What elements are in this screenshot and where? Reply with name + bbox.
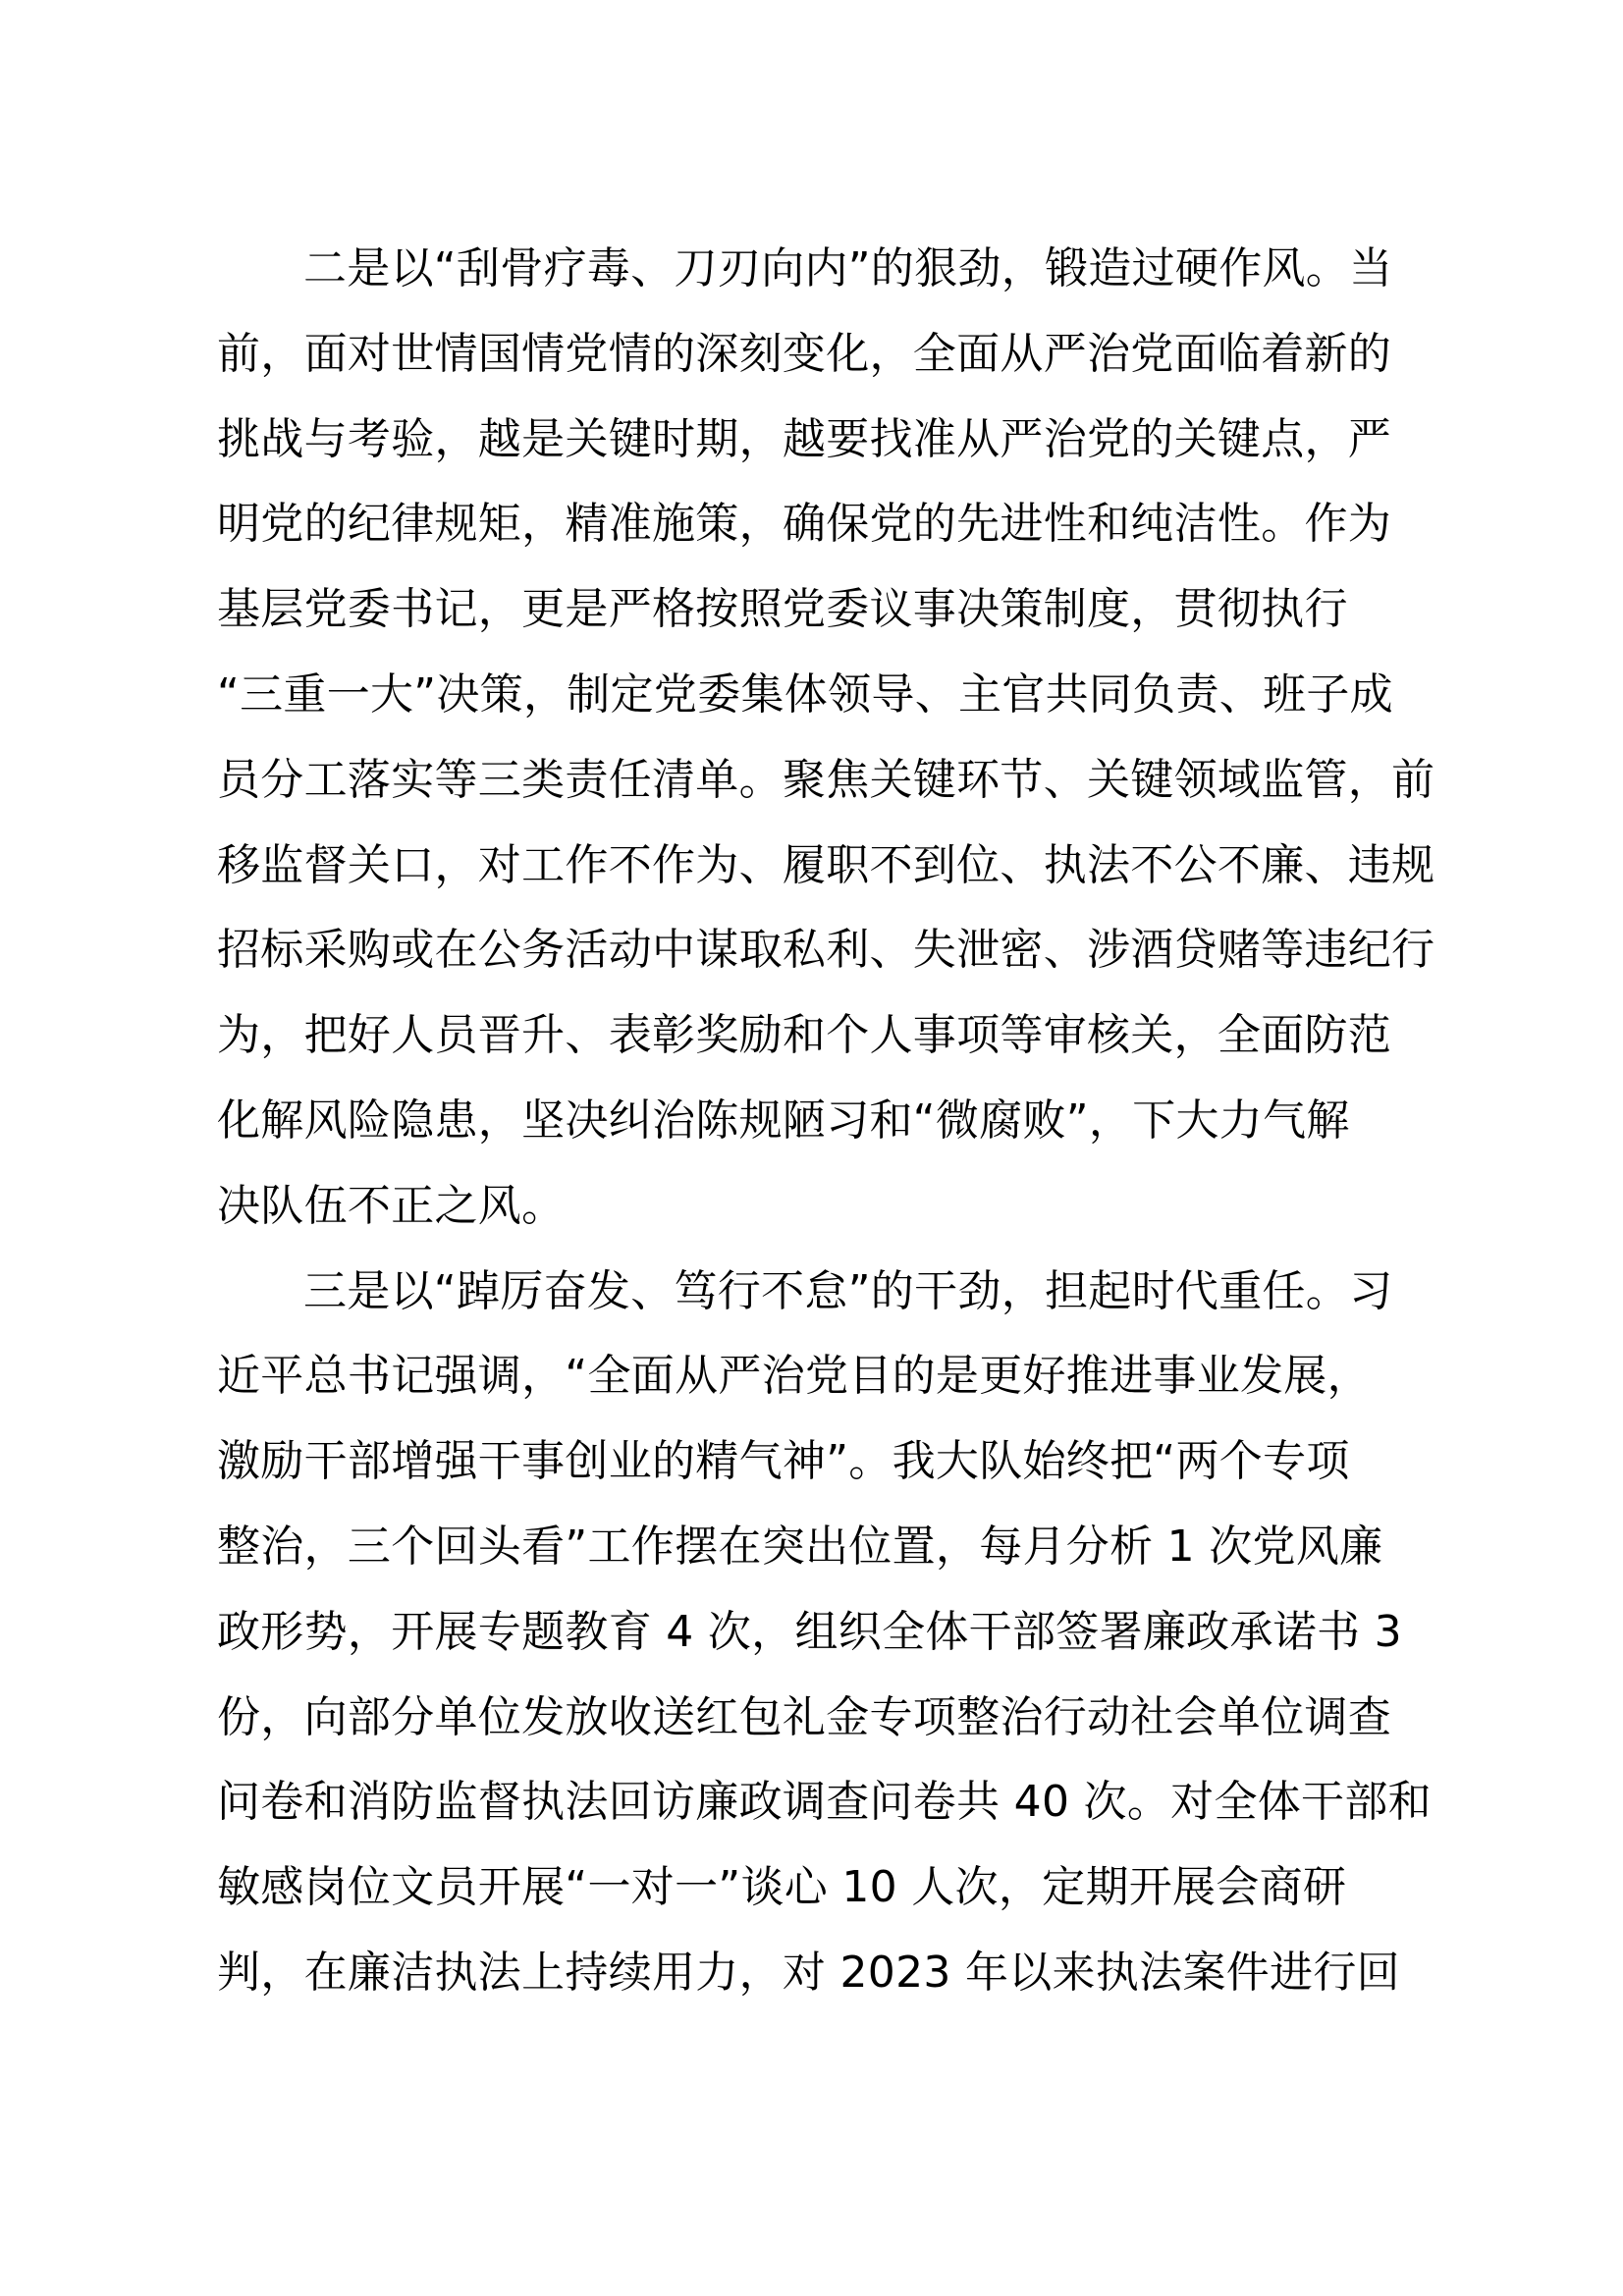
text-line: 化解风险隐患，坚决纠治陈规陋习和“微腐败”，下大力气解 [217, 1095, 1350, 1146]
text-line: 决队伍不正之风。 [217, 1180, 566, 1231]
paragraph-3 [217, 1250, 1432, 2016]
text-line: 敏感岗位文员开展“一对一”谈心 10 人次，定期开展会商研 [217, 1862, 1347, 1913]
text-line: 挑战与考验，越是关键时期，越要找准从严治党的关键点，严 [217, 413, 1392, 464]
text-line: 激励干部增强干事创业的精气神”。我大队始终把“两个专项 [217, 1436, 1350, 1487]
text-line: 问卷和消防监督执法回访廉政调查问卷共 40 次。对全体干部和 [217, 1777, 1432, 1828]
text-line: 前，面对世情国情党情的深刻变化，全面从严治党面临着新的 [217, 328, 1392, 379]
text-line: 三是以“踔厉奋发、笃行不怠”的干劲，担起时代重任。习 [303, 1265, 1393, 1316]
text-line: 为，把好人员晋升、表彰奖励和个人事项等审核关，全面防范 [217, 1010, 1392, 1061]
text-line: 员分工落实等三类责任清单。聚焦关键环节、关键领域监管，前 [217, 754, 1435, 805]
text-line: 近平总书记强调，“全面从严治党目的是更好推进事业发展， [217, 1351, 1371, 1402]
text-line: 二是以“刮骨疗毒、刀刃向内”的狠劲，锻造过硬作风。当 [303, 243, 1393, 294]
text-line: 判，在廉洁执法上持续用力，对 2023 年以来执法案件进行回 [217, 1947, 1400, 1998]
text-line: 整治，三个回头看”工作摆在突出位置，每月分析 1 次党风廉 [217, 1521, 1383, 1572]
text-line: “三重一大”决策，制定党委集体领导、主官共同负责、班子成 [217, 668, 1393, 720]
text-line: 移监督关口，对工作不作为、履职不到位、执法不公不廉、违规 [217, 839, 1435, 890]
text-line: 份，向部分单位发放收送红包礼金专项整治行动社会单位调查 [217, 1691, 1392, 1742]
text-line: 招标采购或在公务活动中谋取私利、失泄密、涉酒贷赌等违纪行 [217, 925, 1435, 976]
document-page [217, 227, 1435, 2016]
text-line: 政形势，开展专题教育 4 次，组织全体干部签署廉政承诺书 3 [217, 1606, 1402, 1657]
text-line: 基层党委书记，更是严格按照党委议事决策制度，贯彻执行 [217, 584, 1348, 635]
text-line: 明党的纪律规矩，精准施策，确保党的先进性和纯洁性。作为 [217, 499, 1392, 550]
paragraph-2 [217, 227, 1435, 1250]
